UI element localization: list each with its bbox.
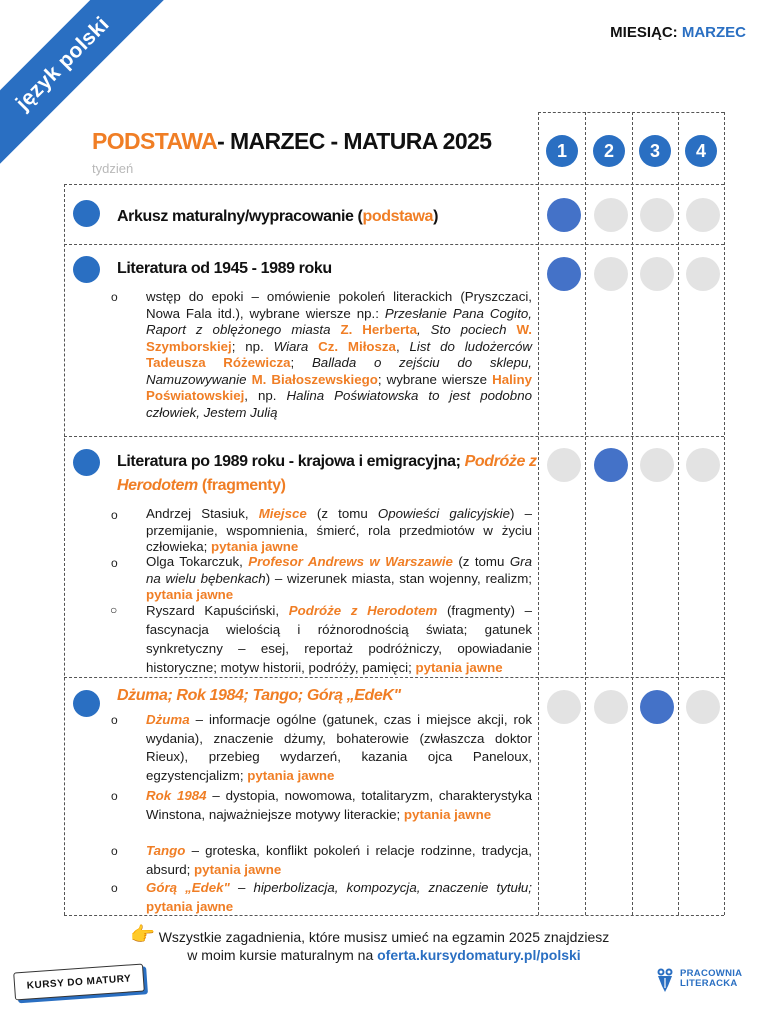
section-title: [117, 205, 438, 229]
footer-line: w moim kursie maturalnym na oferta.kursydomatury.pl/polski: [187, 947, 581, 963]
section-title: Literatura od 1945 - 1989 roku: [117, 260, 332, 277]
list-item: Dżuma – informacje ogólne (gatunek, czas i miejsce akcji, rok wydania), znaczenie dżumy, bohaterowie (zwłaszcza doktor Rieux), przebieg wydarzeń, kazania ojca Paneloux, egzystencjalizm; pytania jawne: [146, 712, 532, 783]
list-marker: o: [111, 508, 118, 522]
list-item: Tango – groteska, konflikt pokoleń i relacje rodzinne, tradycja, absurd; pytania jawne: [146, 843, 532, 877]
grid-line: [64, 244, 724, 245]
section-title: [117, 684, 401, 708]
progress-dot-done: [547, 257, 581, 291]
grid-line: [64, 184, 65, 915]
grid-line: [64, 184, 724, 185]
progress-dot-pending: [547, 690, 581, 724]
progress-dot-pending: [547, 448, 581, 482]
pracownia-literacka-logo: PRACOWNIA LITERACKA: [656, 966, 742, 992]
grid-line: [678, 112, 679, 915]
month-value: MARZEC: [681, 24, 746, 41]
section-title-text: ): [433, 208, 438, 225]
month-label: MIESIĄC:: [610, 24, 678, 41]
list-item: Górą „Edek" – hiperbolizacja, kompozycja, znaczenie tytułu; pytania jawne: [146, 880, 532, 914]
progress-dot-pending: [686, 448, 720, 482]
week-caption: tydzień: [92, 161, 134, 176]
progress-dot-pending: [640, 198, 674, 232]
section-bullet: [73, 256, 100, 283]
grid-line: [538, 112, 539, 915]
title-level: PODSTAWA: [92, 128, 218, 154]
progress-dot-pending: [686, 257, 720, 291]
progress-dot-pending: [640, 257, 674, 291]
week-number-4: 4: [685, 135, 717, 167]
kursy-do-matury-logo: KURSY DO MATURY: [13, 963, 145, 1000]
progress-dot-pending: [594, 690, 628, 724]
progress-dot-done: [640, 690, 674, 724]
page-title: [92, 128, 491, 155]
footer-note: [0, 928, 768, 964]
list-marker: o: [111, 844, 118, 858]
progress-dot-pending: [686, 690, 720, 724]
progress-dot-pending: [686, 198, 720, 232]
section-title-work: Podróże z Herodotem: [117, 453, 537, 494]
grid-line: [64, 436, 724, 437]
section-title-text: Arkusz maturalny/wypracowanie (: [117, 208, 363, 225]
grid-line: [724, 112, 725, 915]
list-marker: o: [111, 290, 118, 304]
grid-line: [632, 112, 633, 915]
footer-line: Wszystkie zagadnienia, które musisz umieć na egzamin 2025 znajdziesz: [158, 929, 610, 945]
week-number-1: 1: [546, 135, 578, 167]
grid-line: [585, 112, 586, 915]
progress-dot-pending: [594, 257, 628, 291]
list-marker: o: [111, 881, 118, 895]
progress-dot-done: [547, 198, 581, 232]
list-item: wstęp do epoki – omówienie pokoleń literackich (Pryszczaci, Nowa Fala itd.), wybrane wiersze np.: Przesłanie Pana Cogito, Raport z oblężonego miasta Z. Herberta, Sto pociech W. Szymborskiej; np. Wiara Cz. Miłosza, List do ludożerców Tadeusza Różewicza; Ballada o zejściu do sklepu, Namuzowywanie M. Białoszewskiego; wybrane wiersze Haliny Poświatowskiej, np. Halina Poświatowska to jest podobno człowiek, Jestem Julią: [146, 289, 533, 420]
grid-line: [538, 112, 724, 113]
section-bullet: [73, 200, 100, 227]
progress-dot-done: [594, 448, 628, 482]
week-number-3: 3: [639, 135, 671, 167]
week-number-2: 2: [593, 135, 625, 167]
list-marker: ○: [110, 603, 118, 617]
pen-owl-icon: [656, 966, 674, 992]
section-title-text: Literatura po 1989 roku - krajowa i emigracyjna;: [117, 453, 465, 470]
section-bullet: [73, 690, 100, 717]
month-header: [610, 24, 746, 41]
list-item: Rok 1984 – dystopia, nowomowa, totalitaryzm, charakterystyka Winstona, najważniejsze motywy literackie; pytania jawne: [146, 788, 532, 822]
section-title-text: (fragmenty): [197, 477, 286, 494]
section-title-level: podstawa: [362, 208, 434, 225]
progress-dot-pending: [594, 198, 628, 232]
grid-line: [64, 677, 724, 678]
list-item: Olga Tokarczuk, Profesor Andrews w Warszawie (z tomu Gra na wielu bębenkach) – wizerunek miasta, stan wojenny, realizm; pytania jawne: [146, 554, 532, 602]
subject-label: język polski: [11, 12, 114, 115]
title-rest: - MARZEC - MATURA 2025: [217, 128, 492, 154]
progress-dot-pending: [640, 448, 674, 482]
course-link[interactable]: oferta.kursydomatury.pl/polski: [377, 947, 581, 963]
list-item: Andrzej Stasiuk, Miejsce (z tomu Opowieści galicyjskie) – przemijanie, wspomnienia, śmierć, rola przedmiotów w życiu człowieka; pytania jawne: [146, 506, 532, 554]
section-bullet: [73, 449, 100, 476]
list-marker: o: [111, 556, 118, 570]
section-title: [117, 450, 537, 498]
list-marker: o: [111, 713, 118, 727]
section-title-work: Dżuma; Rok 1984; Tango; Górą „EdeK": [117, 687, 401, 704]
pointing-hand-icon: 👉: [130, 924, 155, 946]
list-item: Ryszard Kapuściński, Podróże z Herodotem (fragmenty) – fascynacja wielością i różnorodnością świata; gatunek synkretyczny – esej, reportaż podróżniczy, opowiadanie historyczne; motyw historii, podróży, pamięci; pytania jawne: [146, 603, 532, 675]
list-marker: o: [111, 789, 118, 803]
